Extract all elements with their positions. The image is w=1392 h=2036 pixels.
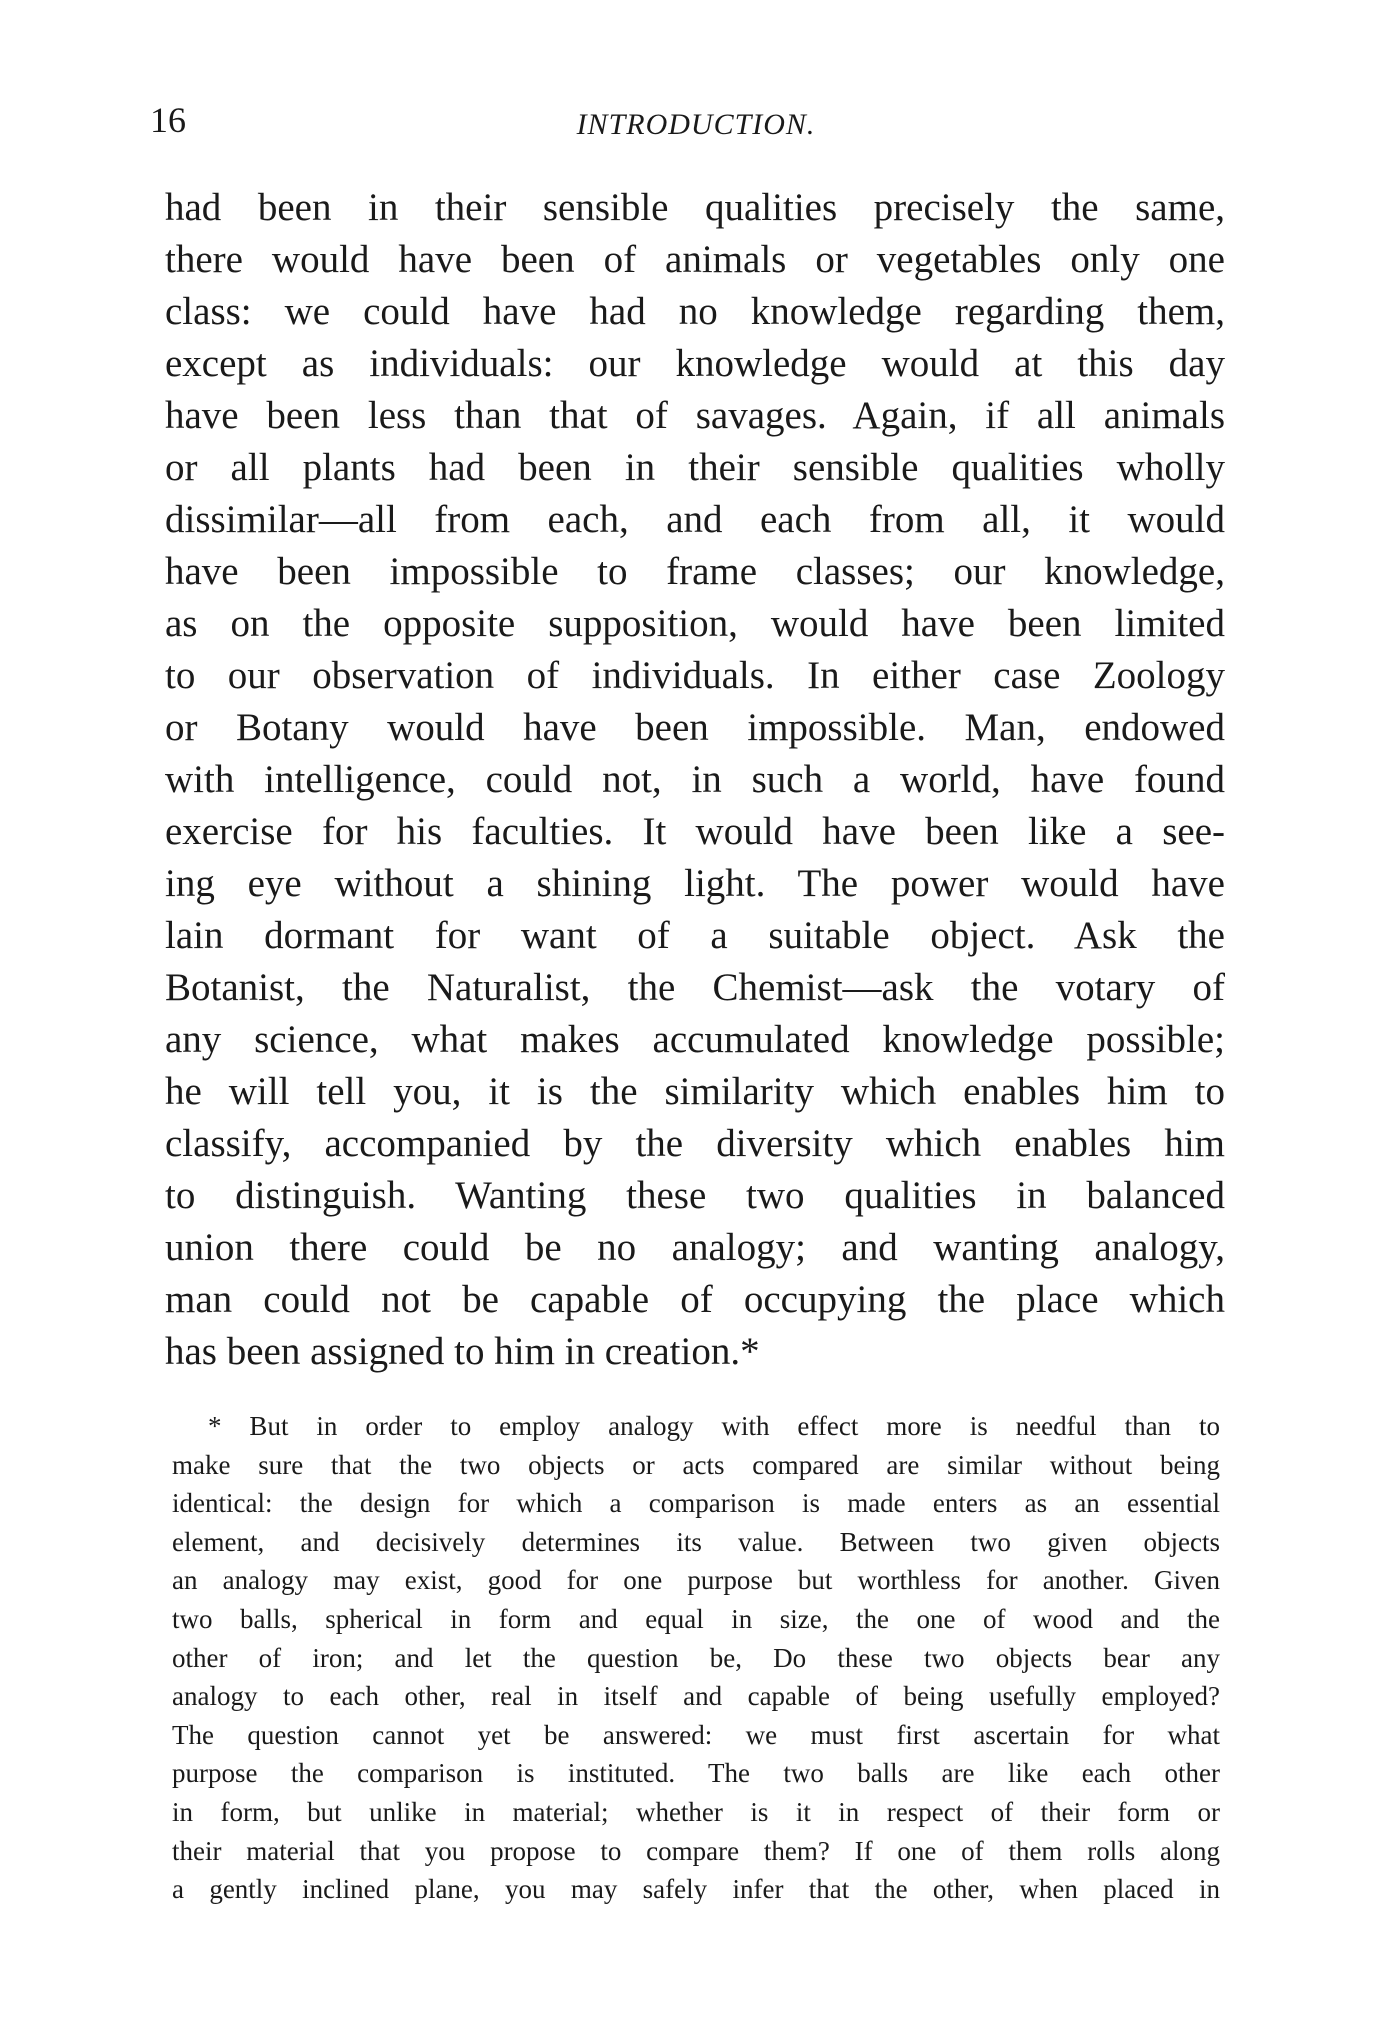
page-number: 16 xyxy=(150,100,186,140)
footnote-line: their material that you propose to compare them? If one of them rolls along xyxy=(172,1835,1220,1866)
body-line: with intelligence, could not, in such a world, have found xyxy=(165,758,1225,801)
footnote-line: other of iron; and let the question be, Do these two objects bear any xyxy=(172,1642,1220,1673)
body-line: there would have been of animals or vegetables only one xyxy=(165,238,1225,281)
body-line: Botanist, the Naturalist, the Chemist—ask the votary of xyxy=(165,966,1225,1009)
footnote-line: element, and decisively determines its value. Between two given objects xyxy=(172,1526,1220,1557)
body-line: class: we could have had no knowledge regarding them, xyxy=(165,290,1225,333)
body-line: union there could be no analogy; and wanting analogy, xyxy=(165,1226,1225,1269)
body-line: dissimilar—all from each, and each from all, it would xyxy=(165,498,1225,541)
body-line: except as individuals: our knowledge would at this day xyxy=(165,342,1225,385)
footnote-line: analogy to each other, real in itself and capable of being usefully employed? xyxy=(172,1681,1220,1712)
footnote-line: purpose the comparison is instituted. The two balls are like each other xyxy=(172,1758,1220,1789)
footnote-line: two balls, spherical in form and equal in size, the one of wood and the xyxy=(172,1603,1220,1634)
footnote-line: The question cannot yet be answered: we must first ascertain for what xyxy=(172,1719,1220,1750)
body-line: as on the opposite supposition, would have been limited xyxy=(165,602,1225,645)
body-line: or Botany would have been impossible. Man, endowed xyxy=(165,706,1225,749)
body-line: he will tell you, it is the similarity which enables him to xyxy=(165,1070,1225,1113)
body-text xyxy=(165,182,1225,1378)
body-line: to distinguish. Wanting these two qualities in balanced xyxy=(165,1174,1225,1217)
body-line: or all plants had been in their sensible qualities wholly xyxy=(165,446,1225,489)
body-line: have been less than that of savages. Again, if all animals xyxy=(165,394,1225,437)
footnote-line: a gently inclined plane, you may safely infer that the other, when placed in xyxy=(172,1874,1220,1905)
body-line: lain dormant for want of a suitable object. Ask the xyxy=(165,914,1225,957)
footnote-line: make sure that the two objects or acts compared are similar without being xyxy=(172,1449,1220,1480)
body-line: any science, what makes accumulated knowledge possible; xyxy=(165,1018,1225,1061)
footnote-line: an analogy may exist, good for one purpose but worthless for another. Given xyxy=(172,1565,1220,1596)
footnote-line: identical: the design for which a comparison is made enters as an essential xyxy=(172,1488,1220,1519)
footnote-line: * But in order to employ analogy with effect more is needful than to xyxy=(208,1411,1220,1441)
body-line: have been impossible to frame classes; our knowledge, xyxy=(165,550,1225,593)
body-line: has been assigned to him in creation.* xyxy=(165,1330,760,1373)
footnote-line: in form, but unlike in material; whether is it in respect of their form or xyxy=(172,1796,1220,1827)
body-line: man could not be capable of occupying the place which xyxy=(165,1278,1225,1321)
footnote xyxy=(172,1407,1220,1909)
body-line: ing eye without a shining light. The power would have xyxy=(165,862,1225,905)
running-head: INTRODUCTION. xyxy=(576,108,816,141)
body-line: exercise for his faculties. It would have been like a see- xyxy=(165,810,1225,853)
body-line: to our observation of individuals. In either case Zoology xyxy=(165,654,1225,697)
body-line: classify, accompanied by the diversity which enables him xyxy=(165,1122,1225,1165)
body-line: had been in their sensible qualities precisely the same, xyxy=(165,186,1225,229)
